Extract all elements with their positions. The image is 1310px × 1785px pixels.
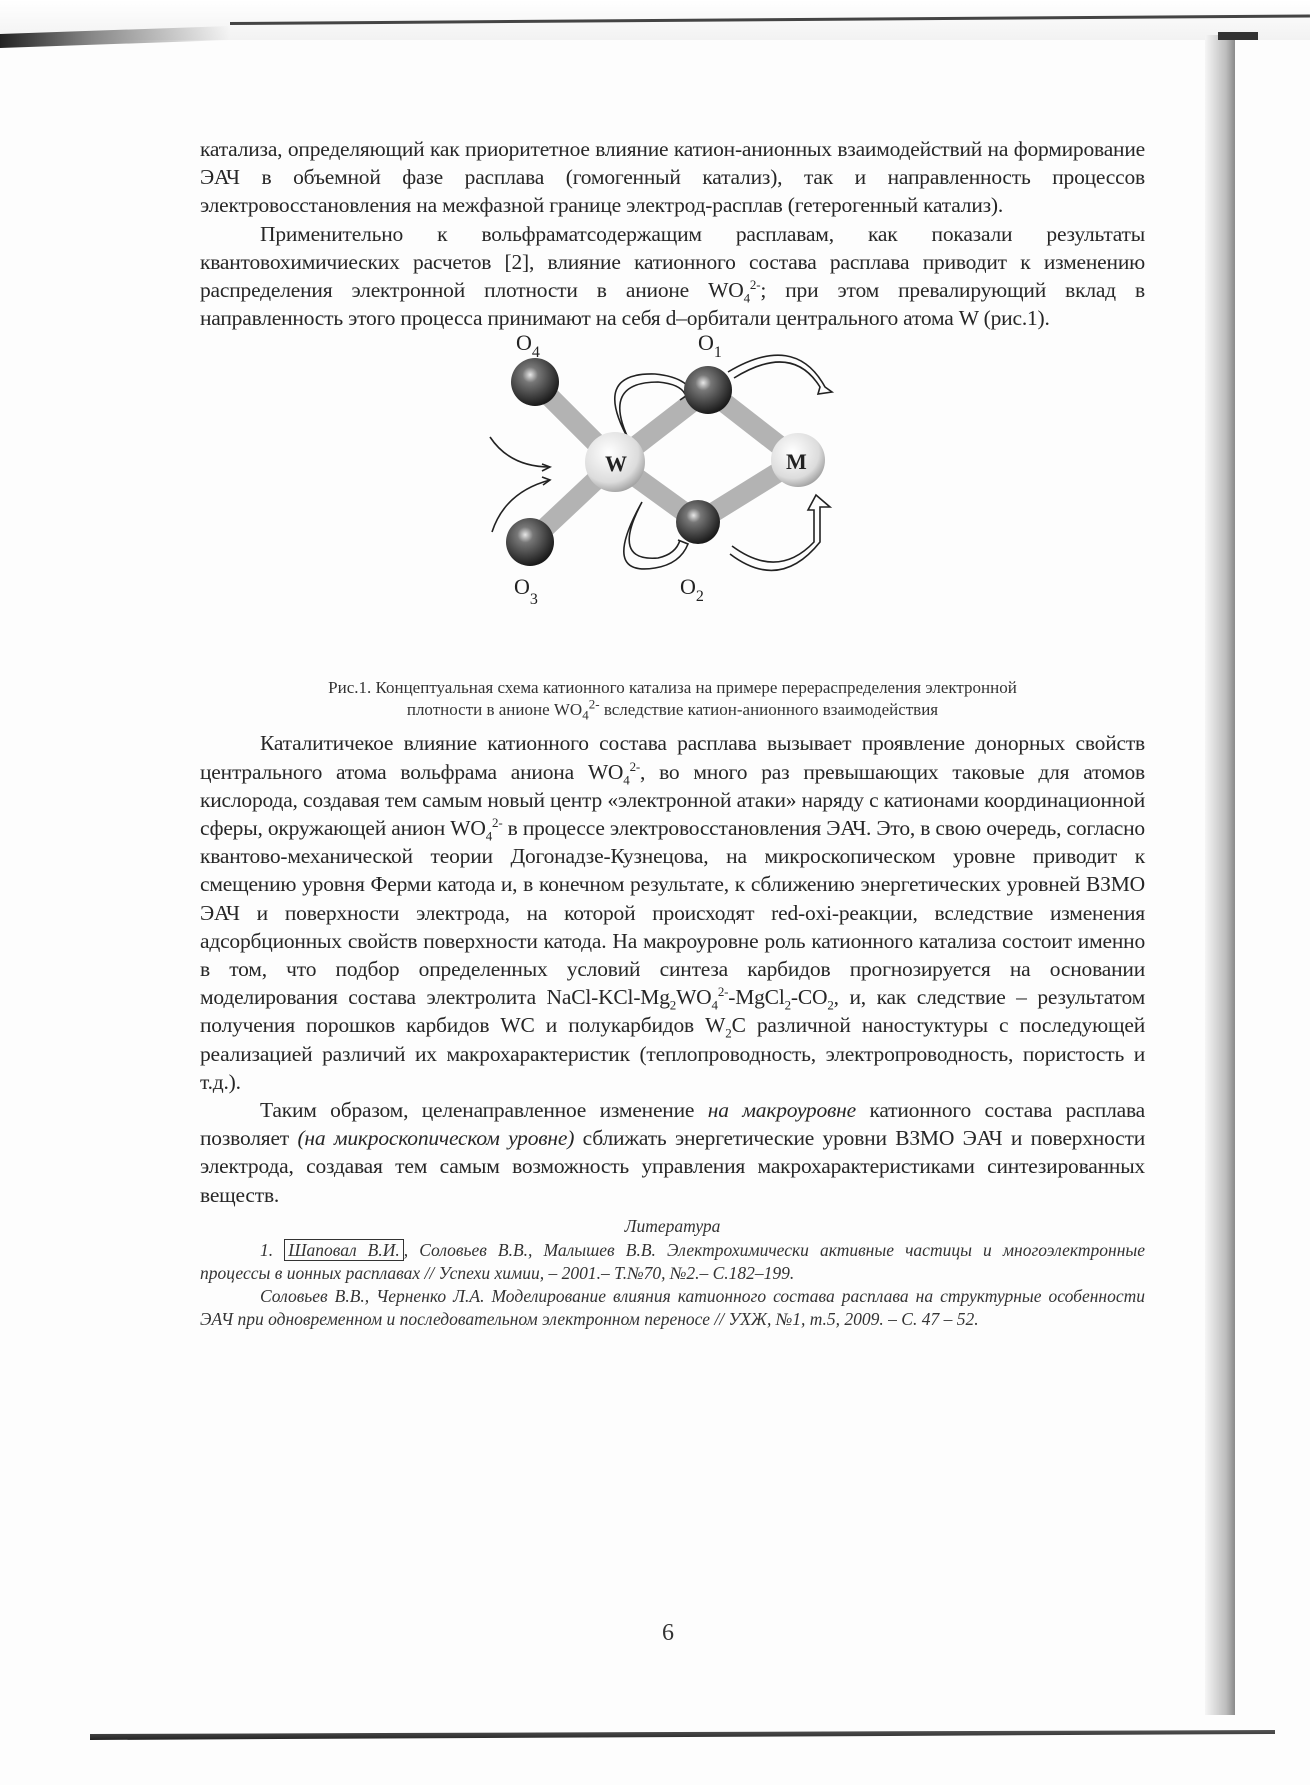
wo4-cation-diagram <box>480 332 880 662</box>
label-m: M <box>786 449 807 475</box>
paragraph-4: Таким образом, целенаправленное изменение на макроуровне катионного состава расплава позволяет (на микроскопическом уровне) сближать энергетические уровни ВЗМО ЭАЧ и поверхности электрода, создавая тем самым возможность управления макрохарактеристиками синтезированных веществ. <box>200 1098 1146 1207</box>
references-section <box>200 1215 1145 1331</box>
paragraph-2: Применительно к вольфраматсодержащим расплавам, как показали результаты квантовохимичиеских расчетов [2], влияние катионного состава расплава приводит к изменению распределения электронной плотности в анионе $WO_4^{2-}$; при этом превалирующий вклад в направленность этого процесса принимают на себя d–орбитали центрального атома W (рис.1). <box>200 221 1145 331</box>
scan-corner-mark <box>1218 32 1258 40</box>
paragraph-1: катализа, определяющий как приоритетное влияние катион-анионных взаимодействий на формирование ЭАЧ в объемной фазе расплава (гомогенный катализ), так и направленность процессов электровосстановления на межфазной границе электрод-расплав (гетерогенный катализ). <box>200 137 1145 218</box>
reference-2: Соловьев В.В., Черненко Л.А. Моделирование влияния катионного состава расплава на структурные особенности ЭАЧ при одновременном и последовательном электронном переносе // УХЖ, №1, т.5, 2009. – С. 47 – 52. <box>200 1285 1145 1329</box>
atom-o3 <box>506 518 554 566</box>
paragraph-3: Каталитичекое влияние катионного состава расплава вызывает проявление донорных свойств центрального атома вольфрама аниона $WO_4^{2-}$, во много раз превышающих таковые для атомов кислорода, создавая тем самым новый центр «электронной атаки» наряду с катионами координационной сферы, окружающей анион $WO_4^{2-}$ в процессе электровосстановления ЭАЧ. Это, в свою очередь, согласно квантово-механической теории Догонадзе-Кузнецова, на микроскопическом уровне приводит к смещению уровня Ферми катода и, в конечном результате, к сближению энергетических уровней ВЗМО ЭАЧ и поверхности электрода, на которой происходят red-oxi-реакции, вследствие изменения адсорбционных свойств поверхности катода. На макроуровне роль катионного катализа состоит именно в том, что подбор определенных условий синтеза карбидов прогнозируется на основании моделирования состава электролита NaCl-$KCl-Mg_2WO_4^{2-}-MgCl_2-CO_2$, и, как следствие – результатом получения порошков карбидов WC и полукарбидов $W_2C$ различной наностуктуры с последующей реализацией различий их макрохарактеристик (теплопроводность, электропроводность, пористость и т.д.). <box>200 731 1146 1094</box>
label-w: W <box>605 451 627 477</box>
page-number: 6 <box>662 1620 674 1646</box>
references-title: Литература <box>624 1215 721 1236</box>
atom-o1 <box>684 366 732 414</box>
figure-caption: Рис.1. Концептуальная схема катионного катализа на примере перераспределения электронной плотности в анионе $WO_4^{2-}$ вследствие катион-анионного взаимодействия <box>328 678 1017 723</box>
figure-1 <box>200 332 1145 677</box>
atom-o4 <box>511 358 559 406</box>
label-o1: $O_1$ <box>698 332 722 362</box>
label-o2: $O_2$ <box>680 574 704 606</box>
reference-1: 1. Шаповал В.И. , Соловьев В.В., Малышев В.В. Электрохимически активные частицы и многоэлектронные процессы в ионных расплавах // Успехи химии, – 2001.– Т.№70, №2.– С.182–199. <box>200 1239 1145 1283</box>
bonds <box>530 382 798 542</box>
label-o3: $O_3$ <box>514 574 538 609</box>
atom-o2 <box>676 500 720 544</box>
arrow-o2-to-m <box>730 495 830 570</box>
scan-bottom-border <box>90 1730 1275 1740</box>
boxed-author: Шаповал В.И. <box>284 1239 404 1261</box>
scan-binding-shadow <box>1205 35 1235 1715</box>
page-content <box>200 135 1145 1331</box>
arrow-o4-to-w <box>490 437 550 467</box>
arrow-o1-to-m <box>728 356 832 395</box>
label-o4: $O_4$ <box>516 332 540 362</box>
